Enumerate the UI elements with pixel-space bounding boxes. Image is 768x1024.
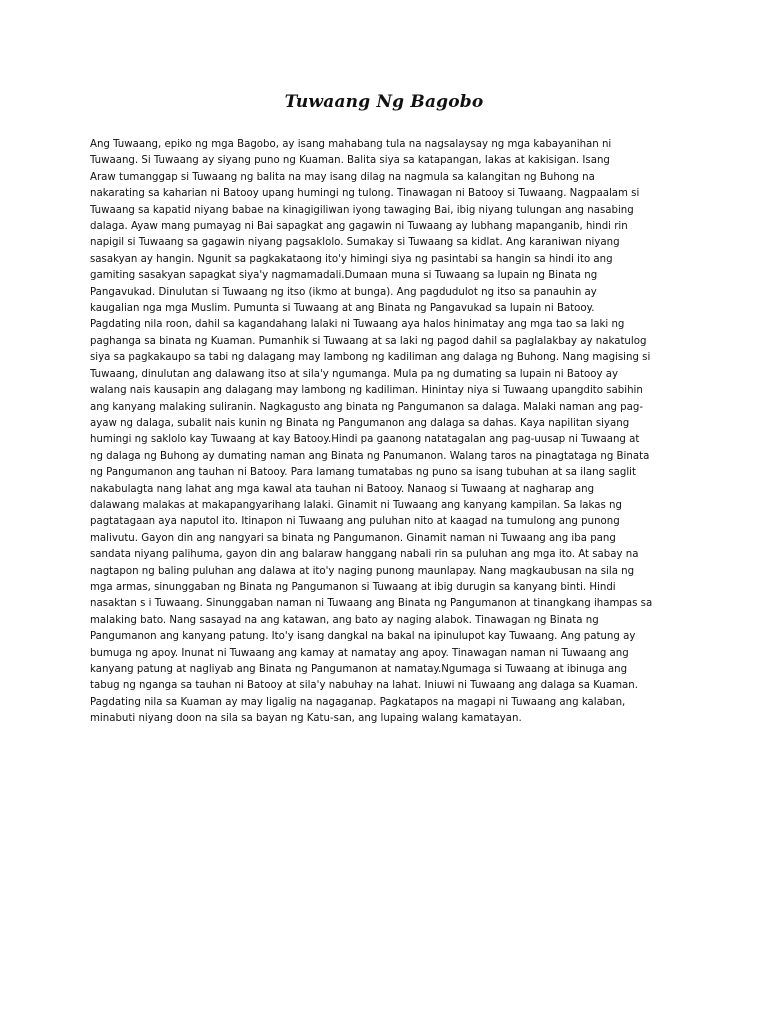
paragraph-line: kanyang patung at nagliyab ang Binata ng Pangumanon at namatay.Ngumaga si Tuwaang at ibinuga ang — [90, 664, 628, 675]
paragraph-line: kaugalian nga mga Muslim. Pumunta si Tuwaang at ang Binata ng Pangavukad sa lupain ni Batooy. — [90, 303, 595, 315]
paragraph-line: malivutu. Gayon din ang nangyari sa binata ng Pangumanon. Ginamit naman ni Tuwaang ang iba pang — [90, 532, 616, 544]
paragraph-line: pagtatagaan aya naputol ito. Itinapon ni Tuwaang ang puluhan nito at kaagad na tumulong ang punong — [90, 516, 620, 528]
paragraph-line: mga armas, sinunggaban ng Binata ng Pangumanon si Tuwaang at ibig durugin sa kanyang binti. Hindi — [90, 581, 616, 593]
paragraph-line: humingi ng saklolo kay Tuwaang at kay Batooy.Hindi pa gaanong natatagalan ang pag-uusap ni Tuwaang at — [90, 434, 640, 446]
paragraph-line: Tuwaang. Si Tuwaang ay siyang puno ng Kuaman. Balita siya sa katapangan, lakas at kakisigan. Isang — [90, 155, 610, 167]
paragraph-line: sandata niyang palihuma, gayon din ang balaraw hanggang nabali rin sa puluhan ang mga ito. At sabay na — [90, 549, 639, 561]
paragraph-line: Tuwaang, dinulutan ang dalawang itso at sila'y ngumanga. Mula pa ng dumating sa lupain ni Batooy ay — [90, 368, 619, 380]
paragraph-line: nakabulagta nang lahat ang mga kawal ata tauhan ni Batooy. Nanaog si Tuwaang at nagharap ang — [90, 483, 595, 495]
paragraph-line: malaking bato. Nang sasayad na ang katawan, ang bato ay naging alabok. Tinawagan ng Binata ng — [90, 614, 599, 626]
paragraph-line: bumuga ng apoy. Inunat ni Tuwaang ang kamay at namatay ang apoy. Tinawagan naman ni Tuwaang ang — [90, 647, 629, 659]
paragraph-line: nagtapon ng baling puluhan ang dalawa at ito'y naging punong maunlapay. Nang magkaubusan na sila ng — [90, 565, 635, 577]
paragraph-line: minabuti niyang doon na sila sa bayan ng Katu-san, ang lupaing walang kamatayan. — [90, 713, 522, 725]
paragraph-line: Pangavukad. Dinulutan si Tuwaang ng itso (ikmo at bunga). Ang pagdudulot ng itso sa panauhin ay — [90, 286, 597, 298]
paragraph-line: siya sa pagkakaupo sa tabi ng dalagang may lambong ng kadiliman ang dalaga ng Buhong. Nang magising si — [90, 352, 651, 364]
paragraph-line: walang nais kausapin ang dalagang may lambong ng kadiliman. Hinintay niya si Tuwaang upangdito sabihin — [90, 385, 643, 397]
paragraph-line: Pangumanon ang kanyang patung. Ito'y isang dangkal na bakal na ipinulupot kay Tuwaang. Ang patung ay — [90, 631, 636, 643]
paragraph-line: dalaga. Ayaw mang pumayag ni Bai sapagkat ang gagawin ni Tuwaang ay lubhang mapanganib, hindi rin — [90, 221, 628, 233]
paragraph-line: paghanga sa binata ng Kuaman. Pumanhik si Tuwaang at sa laki ng pagod dahil sa paglalakbay ay nakatulog — [90, 335, 647, 347]
paragraph-line: Ang Tuwaang, epiko ng mga Bagobo, ay isang mahabang tula na nagsalaysay ng mga kabayanihan ni — [90, 139, 612, 150]
paragraph-line: napigil si Tuwaang sa gagawin niyang pagsaklolo. Sumakay si Tuwaang sa kidlat. Ang karaniwan niyang — [90, 237, 620, 249]
document-title: Tuwaang Ng Bagobo — [284, 92, 484, 112]
paragraph-line: ayaw ng dalaga, subalit nais kunin ng Binata ng Pangumanon ang dalaga sa dahas. Kaya napilitan siyang — [90, 417, 630, 429]
paragraph-line: tabug ng nganga sa tauhan ni Batooy at sila'y nabuhay na lahat. Iniuwi ni Tuwaang ang dalaga sa Kuaman. — [90, 680, 638, 692]
document-body — [90, 137, 682, 728]
paragraph-line: ang kanyang malaking suliranin. Nagkagusto ang binata ng Pangumanon sa dalaga. Malaki naman ang pag- — [90, 401, 644, 413]
paragraph-line: dalawang malakas at makapangyarihang lalaki. Ginamit ni Tuwaang ang kanyang kampilan. Sa lakas ng — [90, 499, 622, 511]
paragraph-line: sasakyan ay hangin. Ngunit sa pagkakataong ito'y himingi siya ng pasintabi sa hangin sa hindi ito ang — [90, 253, 613, 265]
paragraph-line: Araw tumanggap si Tuwaang ng balita na may isang dilag na nagmula sa kalangitan ng Buhong na — [90, 171, 595, 183]
paragraph-line: Tuwaang sa kapatid niyang babae na kinagigiliwan iyong tawaging Bai, ibig niyang tulungan ang nasabing — [90, 204, 634, 216]
paragraph-line: Pagdating nila roon, dahil sa kagandahang lalaki ni Tuwaang aya halos hinimatay ang mga tao sa laki ng — [90, 319, 625, 331]
paragraph-line: nakarating sa kaharian ni Batooy upang humingi ng tulong. Tinawagan ni Batooy si Tuwaang. Nagpaalam si — [90, 188, 640, 200]
paragraph-line: ng dalaga ng Buhong ay dumating naman ang Binata ng Panumanon. Walang taros na pinagtataga ng Binata — [90, 450, 650, 462]
paragraph-line: nasaktan s i Tuwaang. Sinunggaban naman ni Tuwaang ang Binata ng Pangumanon at tinangkang ihampas sa — [90, 598, 653, 610]
paragraph-line: ng Pangumanon ang tauhan ni Batooy. Para lamang tumatabas ng puno sa isang tubuhan at sa ilang saglit — [90, 467, 637, 479]
paragraph-line: Pagdating nila sa Kuaman ay may ligalig na nagaganap. Pagkatapos na magapi ni Tuwaang ang kalaban, — [90, 696, 626, 708]
paragraph-line: gamiting sasakyan sapagkat siya'y nagmamadali.Dumaan muna si Tuwaang sa lupain ng Binata ng — [90, 270, 598, 282]
